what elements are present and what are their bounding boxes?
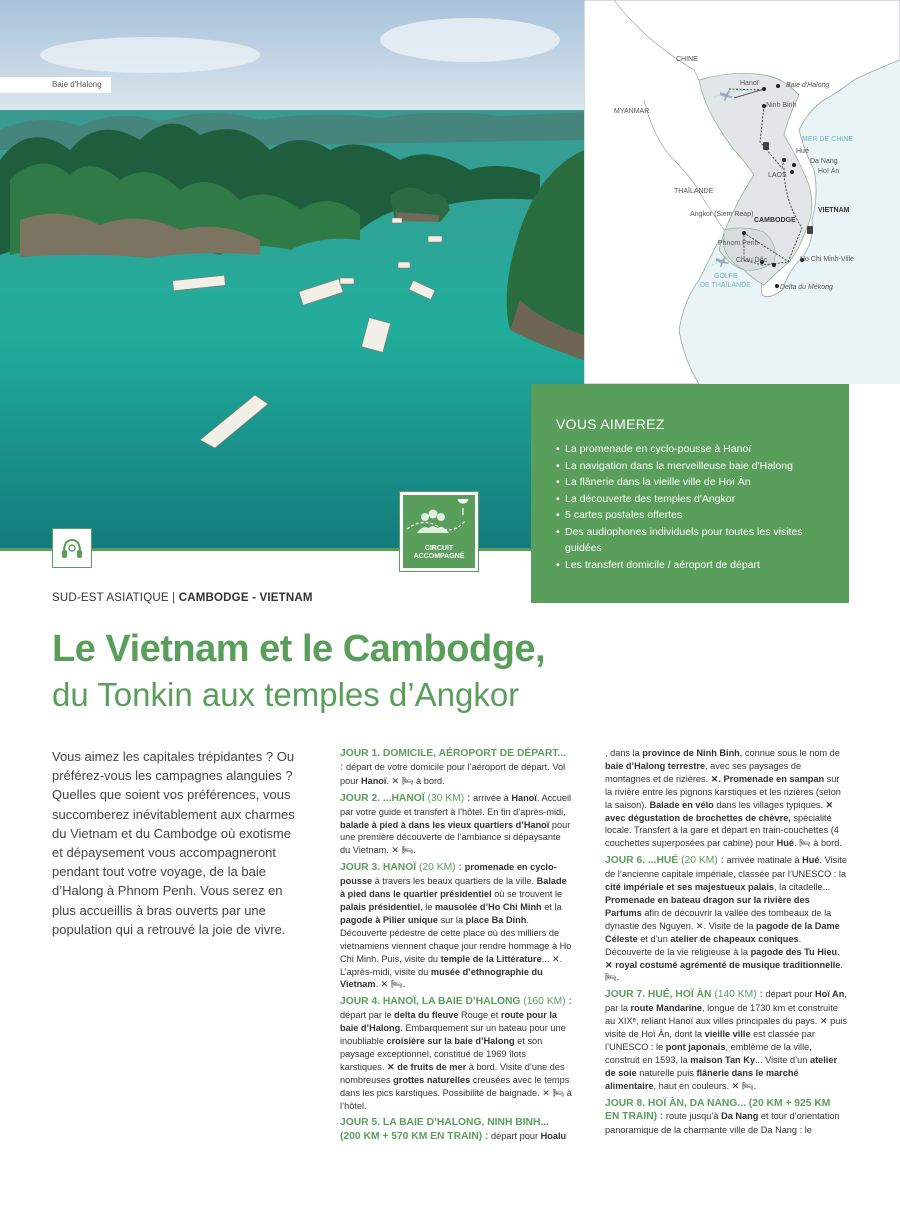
map-label-delta: Delta du Mékong — [780, 284, 833, 291]
day-3: JOUR 3. HANOÏ (20 KM) : promenade en cyclo-pousse à travers les beaux quartiers de la ville. Balade à pied dans le quartier présidentiel où se trouvent le palais présidentiel, le mausolée d’Ho Chi Minh et la pagode à Pilier unique sur la place Ba Dinh. Découverte pédestre de cette place où des milliers de vietnamiens viennent chaque jour rendre hommage à Ho Chi Minh. Puis, visite du temple de la Littérature... ✕. L’après-midi, visite du musée d’ethnographie du Vietnam. ✕ 🛏. — [340, 862, 572, 990]
map-label-chau-doc: Chau Dôc — [736, 257, 768, 264]
day-7: JOUR 7. HUÉ, HOÏ ÀN (140 KM) : départ pour Hoï An, par la route Mandarine, longue de 1730 km et construite au XIXᵉ, reliant Hanoï aux villes principales du pays. ✕ puis visite de Hoï Àn, dont la vieille ville est classée par l’UNESCO : le pont japonais, emblème de la ville, construit en 1593, la maison Tan Ky... Visite d’un atelier de soie naturelle puis flânerie dans le marché alimentaire, haut en couleurs. ✕ 🛏. — [605, 989, 847, 1091]
page-subtitle: du Tonkin aux temples d’Angkor — [52, 676, 520, 713]
route-map — [584, 0, 900, 384]
highlight-item: • Les transfert domicile / aéroport de départ — [556, 557, 825, 574]
circuit-accompagne-badge — [400, 492, 478, 571]
day-5-start: JOUR 5. LA BAIE D’HALONG, NINH BINH... (200 KM + 570 KM EN TRAIN) : départ pour Hoalu — [340, 1117, 567, 1143]
intro-paragraph: Vous aimez les capitales trépidantes ? Ou préférez-vous les campagnes alanguies ? Quelles que soient vos préférences, vous succomberez inévitablement aux charmes du Vietnam et du Cambodge où exotisme et dépaysement vous accompagneront pendant tout votre voyage, de la baie d’Halong à Phnom Penh. Vous serez en plus accueillis à bras ouverts par une population qui a retrouvé la joie de vivre. — [52, 749, 295, 937]
map-label-baie-halong: Baie d'Halong — [786, 82, 830, 89]
day-1: JOUR 1. DOMICILE, AÉROPORT DE DÉPART... : départ de votre domicile pour l’aéroport de départ. Vol pour Hanoï. ✕ 🛏 à bord. — [340, 748, 566, 786]
badge-text: CIRCUIT ACCOMPAGNÉ — [413, 545, 465, 560]
day-4: JOUR 4. HANOÏ, LA BAIE D’HALONG (160 KM) : départ par le delta du fleuve Rouge et route pour la baie d’Halong. Embarquement sur un bateau pour une inoubliable croisière sur la baie d’Halong et son paysage exceptionnel, constitué de 1969 îlots karstiques. ✕ de fruits de mer à bord. Visite d’une des nombreuses grottes naturelles creusées avec le temps dans les pics karstiques. Possibilité de baignade. ✕ 🛏 à l’hôtel. — [340, 996, 572, 1111]
highlight-item: • 5 cartes postales offertes — [556, 507, 825, 524]
map-label-phnom-penh: Phnom Penh — [718, 240, 759, 247]
map-label-angkor: Angkor (Siem Reap) — [690, 211, 754, 218]
map-label-myanmar: MYANMAR — [614, 108, 650, 115]
map-label-cambodge: CAMBODGE — [754, 217, 796, 224]
map-label-hoi-an: Hoï Àn — [818, 168, 840, 175]
map-label-hcm: Ho Chi Minh-Ville — [800, 256, 854, 263]
map-label-hue: Hué — [796, 148, 809, 155]
highlight-item: • La navigation dans la merveilleuse baie d'Halong — [556, 458, 825, 475]
region-line: SUD-EST ASIATIQUE | CAMBODGE - VIETNAM — [52, 592, 313, 604]
day-6: JOUR 6. ...HUÉ (20 KM) : arrivée matinale à Hué. Visite de l’ancienne capitale impériale, classée par l’UNESCO : la cité impériale et ses majestueux palais, la citadelle... Promenade en bateau dragon sur la rivière des Parfums afin de découvrir la vallée des tombeaux de la dynastie des Nguyen. ✕. Visite de la pagode de la Dame Céleste et d’un atelier de chapeaux coniques. Découverte de la vie religieuse à la pagode des Tu Hieu. ✕ royal costumé agrémenté de musique traditionnelle. 🛏. — [605, 855, 847, 983]
photo-caption: Baie d'Halong — [0, 77, 111, 93]
map-label-mer-de-chine: MER DE CHINE — [802, 136, 853, 143]
group-tour-icon — [403, 499, 475, 543]
map-label-thailande: THAÏLANDE — [674, 188, 714, 195]
day-8: JOUR 8. HOÏ ÀN, DA NANG... (20 KM + 925 KM EN TRAIN) : route jusqu’à Da Nang et tour d’orientation panoramique de la charmante ville de Da Nang : le — [605, 1097, 840, 1136]
map-label-vietnam: VIETNAM — [818, 207, 850, 214]
map-label-laos: LAOS — [768, 172, 787, 179]
map-illustration — [584, 0, 900, 384]
map-label-de-thailande: DE THAÏLANDE — [700, 282, 751, 289]
highlight-item: • Des audiophones individuels pour toutes les visites guidées — [556, 524, 825, 557]
headphones-icon — [58, 534, 86, 562]
itinerary-column-1 — [340, 747, 572, 1148]
day-5-cont: , dans la province de Ninh Binh, connue sous le nom de baie d’Halong terrestre, avec ses paysages de montagnes et de rizières. ✕. Promenade en sampan sur la rivière entre les pignons karstiques et les rizières (selon la saison). Balade en vélo dans les villages typiques. ✕ avec dégustation de brochettes de chèvre, spécialité locale. Transfert à la gare et départ en train-couchettes (4 couchettes superposées par cabine) pour Hué. 🛏 à bord. — [605, 748, 842, 849]
highlight-item: • La promenade en cyclo-pousse à Hanoï — [556, 441, 825, 458]
day-2: JOUR 2. ...HANOÏ (30 KM) : arrivée à Hanoï. Accueil par votre guide et transfert à l’hôtel. En fin d’après-midi, balade à pied à dans les vieux quartiers d’Hanoï pour une première découverte de l’ambiance si dépaysante du Vietnam. ✕ 🛏. — [340, 792, 572, 856]
highlights-list — [556, 441, 825, 573]
map-label-golfe: GOLFE — [714, 273, 738, 280]
highlights-heading: VOUS AIMEREZ — [556, 416, 665, 432]
highlights-box — [531, 384, 849, 603]
hero-photo — [0, 0, 584, 550]
map-label-hanoi: Hanoï — [740, 80, 759, 87]
audio-guide-badge — [52, 528, 92, 568]
itinerary-column-2 — [605, 747, 847, 1141]
highlight-item: • La flânerie dans la vieille ville de Hoï Àn — [556, 474, 825, 491]
page-title: Le Vietnam et le Cambodge, — [52, 628, 546, 670]
map-label-chine: CHINE — [676, 56, 698, 63]
map-label-ninh-binh: Ninh Binh — [766, 102, 797, 109]
map-label-da-nang: Da Nang — [810, 158, 838, 165]
highlight-item: • La découverte des temples d'Angkor — [556, 491, 825, 508]
